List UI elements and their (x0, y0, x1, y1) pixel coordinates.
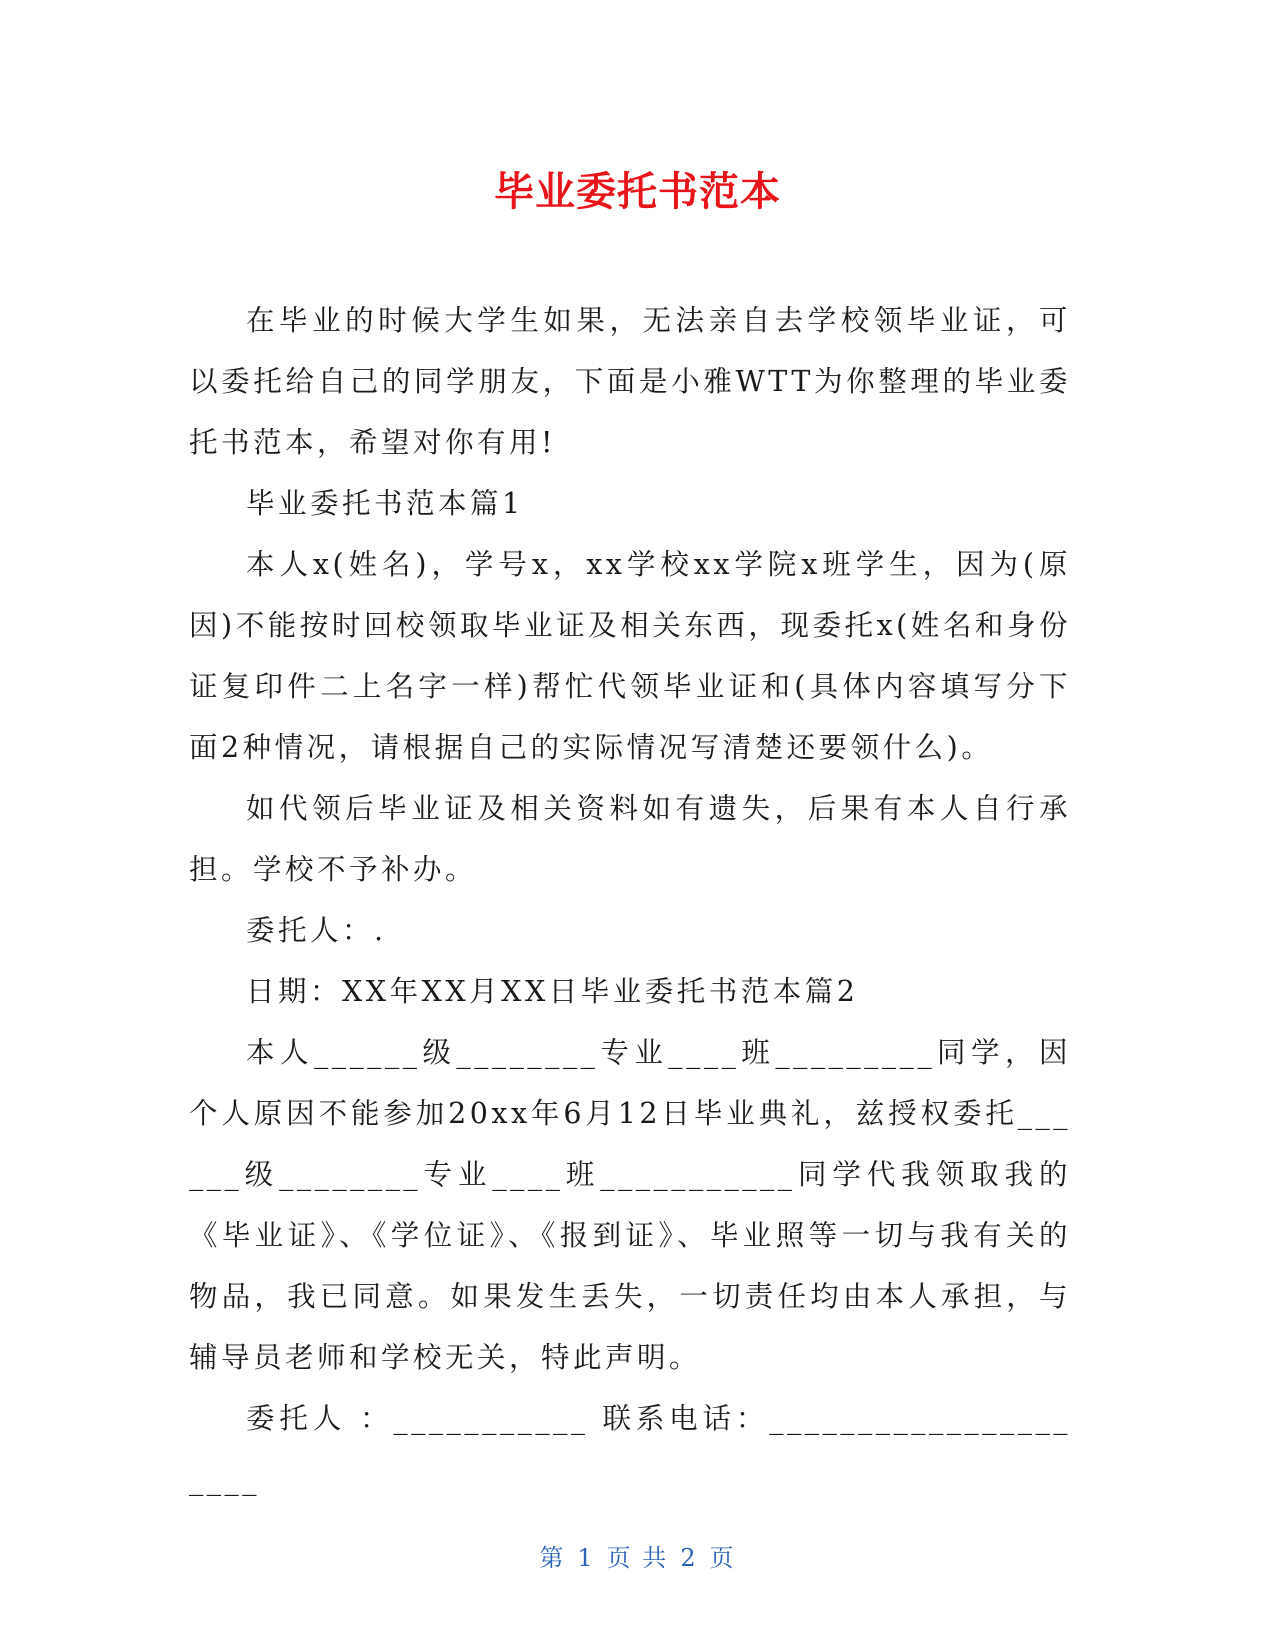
footer-mid: 页 共 (606, 1544, 669, 1572)
sample-1-date: 日期：XX年XX月XX日毕业委托书范本篇2 (246, 975, 859, 1008)
sample-1-principal: 委托人：. (246, 914, 387, 947)
footer-prefix: 第 (539, 1544, 566, 1572)
sample-1-body: 本人x(姓名)，学号x，xx学校xx学院x班学生，因为(原因)不能按时回校领取毕业证及相关东西，现委托x(姓名和身份证复印件二上名字一样)帮忙代领毕业证和(具体内容填写分下面2种情况，请根据自己的实际情况写清楚还要领什么)。 (189, 548, 1071, 764)
intro-paragraph: 在毕业的时候大学生如果，无法亲自去学校领毕业证，可以委托给自己的同学朋友，下面是小雅WTT为你整理的毕业委托书范本，希望对你有用! (189, 304, 1071, 459)
sample-2-body: 本人______级________专业____班_________同学，因个人原因不能参加20xx年6月12日毕业典礼，兹授权委托______级________专业____班___________同学代我领取我的《毕业证》、《学位证》、《报到证》、毕业照等一切与我有关的物品，我已同意。如果发生丢失，一切责任均由本人承担，与辅导员老师和学校无关，特此声明。 (189, 1036, 1071, 1374)
footer-suffix: 页 (709, 1544, 736, 1572)
page-footer (0, 1538, 1275, 1573)
document-title: 毕业委托书范本 (494, 169, 781, 215)
sample-2-signature-line: 委托人 ：___________ 联系电话：_____________________ (189, 1402, 1071, 1496)
sample-1-liability: 如代领后毕业证及相关资料如有遗失，后果有本人自行承担。学校不予补办。 (189, 792, 1071, 886)
section-heading-1: 毕业委托书范本篇1 (246, 487, 524, 520)
document-body (189, 290, 1071, 1510)
footer-current-page: 1 (577, 1544, 595, 1572)
footer-total-pages: 2 (680, 1544, 698, 1572)
